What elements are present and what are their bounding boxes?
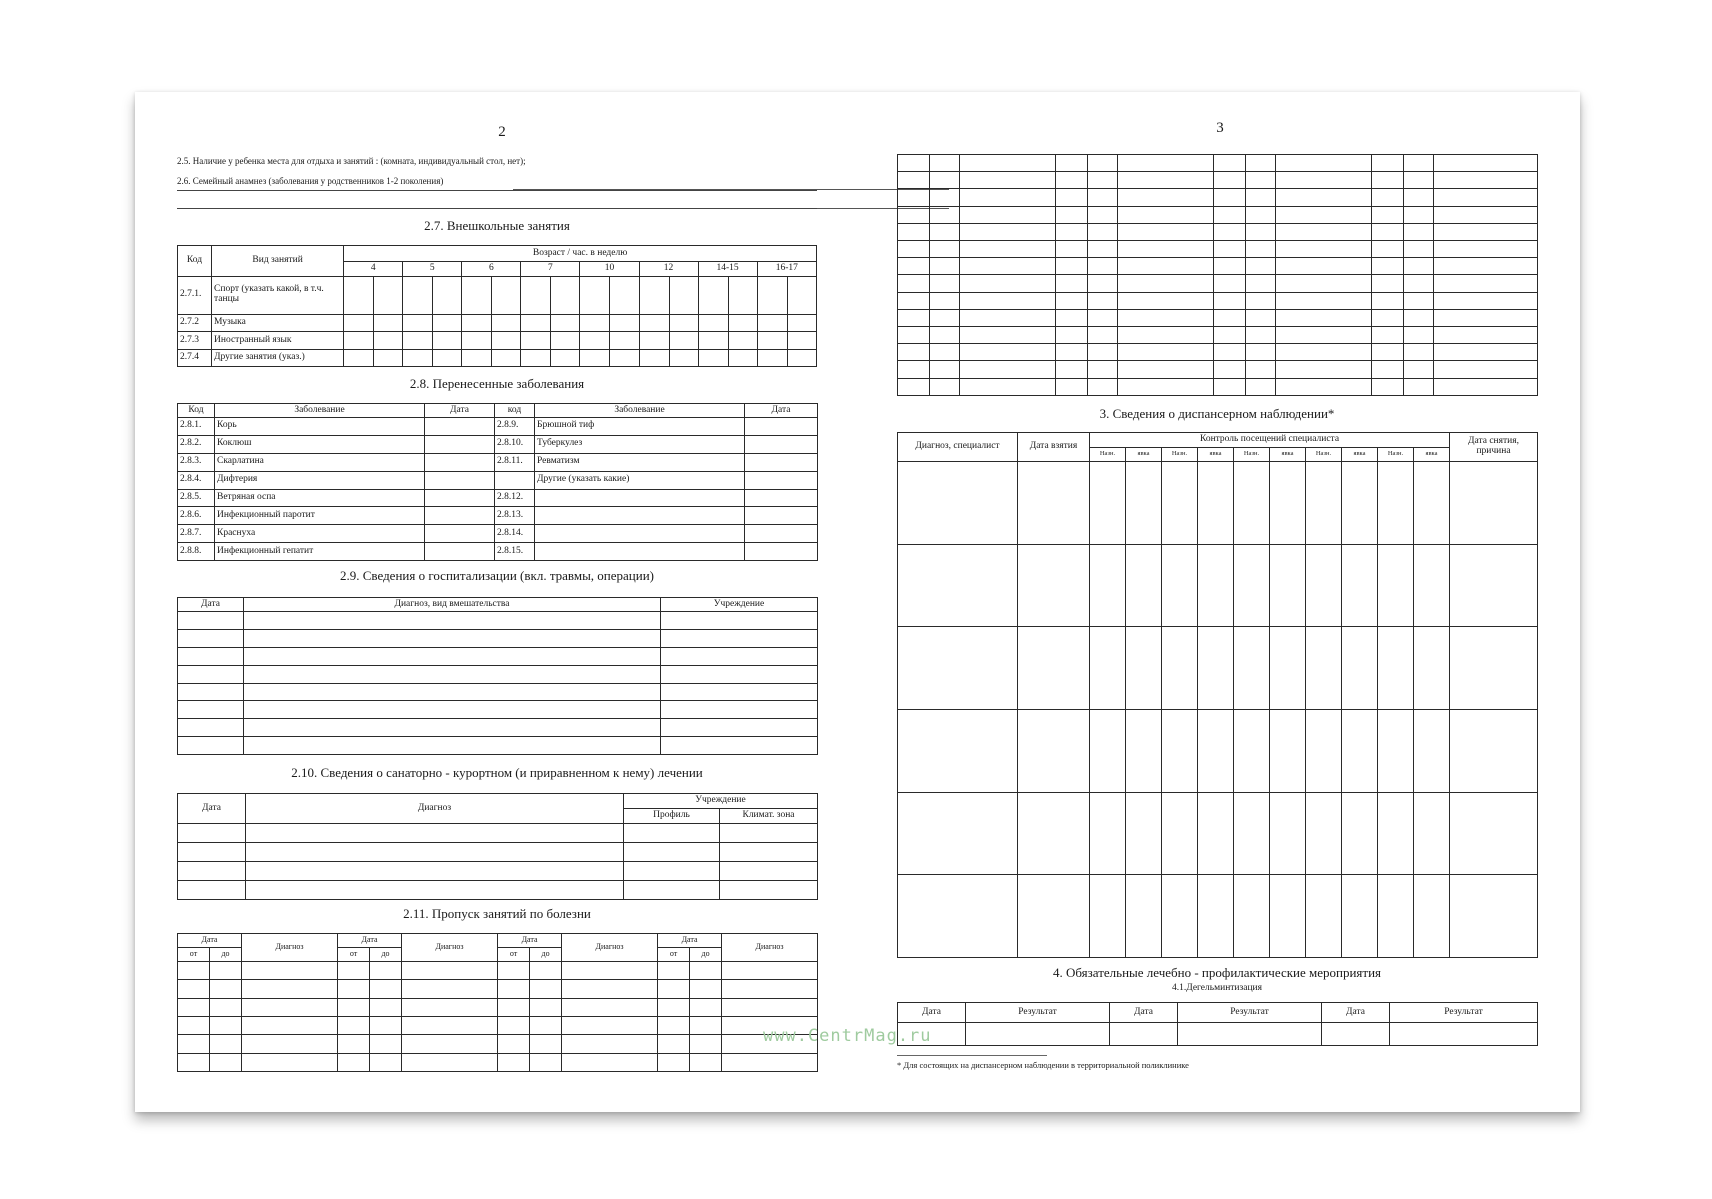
table-row	[178, 418, 818, 436]
disease-cell: Дифтерия	[215, 471, 425, 489]
sub-attendance: явка	[1198, 448, 1234, 462]
disease-cell: Скарлатина	[215, 453, 425, 471]
col-disease: Заболевание	[215, 404, 425, 418]
table-row	[178, 998, 818, 1016]
table-row	[898, 172, 1538, 189]
row-activity: Музыка	[212, 315, 344, 332]
col-to: до	[530, 948, 562, 962]
age-header: 10	[580, 262, 639, 276]
code-cell: 2.8.14.	[495, 525, 535, 543]
sanatorium-table	[177, 793, 818, 900]
table-row	[178, 701, 818, 719]
code-cell: 2.8.1.	[178, 418, 215, 436]
col-date: Дата	[425, 404, 495, 418]
table-row	[178, 719, 818, 737]
code-cell: 2.8.4.	[178, 471, 215, 489]
table-row	[178, 683, 818, 701]
age-header: 6	[462, 262, 521, 276]
table-row	[898, 792, 1538, 875]
table-row	[898, 206, 1538, 223]
table-row	[898, 710, 1538, 793]
col-result: Результат	[1178, 1003, 1322, 1023]
table-row	[178, 525, 818, 543]
table-row	[178, 435, 818, 453]
section-2-9-title: 2.9. Сведения о госпитализации (вкл. травмы, операции)	[339, 568, 655, 583]
table-row	[898, 327, 1538, 344]
col-profile: Профиль	[624, 809, 720, 824]
table-row	[178, 665, 818, 683]
sub-appointed: Назн.	[1090, 448, 1126, 462]
section-4-title: 4. Обязательные лечебно - профилактические мероприятия	[1052, 965, 1382, 980]
col-result: Результат	[1390, 1003, 1538, 1023]
age-header: 7	[521, 262, 580, 276]
past-diseases-table	[177, 403, 818, 561]
table-row	[898, 223, 1538, 240]
hospitalization-table	[177, 597, 818, 755]
age-header: 12	[639, 262, 698, 276]
disease-cell: Другие (указать какие)	[535, 471, 745, 489]
section-4-1-subtitle: 4.1.Дегельминтизация	[1171, 983, 1263, 993]
disease-cell	[535, 507, 745, 525]
hr-2-6-fill	[177, 190, 817, 191]
table-row	[898, 275, 1538, 292]
age-header: 5	[403, 262, 462, 276]
table-row	[898, 462, 1538, 545]
table-row	[898, 241, 1538, 258]
table-row	[898, 627, 1538, 710]
table-row	[178, 543, 818, 561]
section-2-11-title: 2.11. Пропуск занятий по болезни	[403, 906, 591, 921]
disease-cell	[535, 543, 745, 561]
col-date: Дата	[498, 934, 562, 948]
col-diagnosis: Диагноз	[722, 934, 818, 962]
line-2-6: 2.6. Семейный анамнез (заболевания у родственников 1-2 поколения)	[177, 176, 444, 186]
section-2-8-title: 2.8. Перенесенные заболевания	[409, 376, 585, 391]
table-row	[178, 962, 818, 980]
row-code: 2.7.2	[178, 315, 212, 332]
table-row	[178, 315, 817, 332]
table-row	[178, 1016, 818, 1034]
disease-cell: Инфекционный паротит	[215, 507, 425, 525]
col-date-taken: Дата взятия	[1018, 433, 1090, 462]
continuation-grid	[897, 154, 1538, 396]
code-cell: 2.8.15.	[495, 543, 535, 561]
table-row	[178, 471, 818, 489]
sub-appointed: Назн.	[1306, 448, 1342, 462]
row-code: 2.7.4	[178, 349, 212, 366]
col-date: Дата	[178, 794, 246, 824]
table-row	[178, 349, 817, 366]
col-diagnosis-specialist: Диагноз, специалист	[898, 433, 1018, 462]
col-date-removed: Дата снятия, причина	[1450, 433, 1538, 462]
col-code: Код	[178, 404, 215, 418]
table-row	[178, 980, 818, 998]
table-row	[898, 378, 1538, 395]
sub-appointed: Назн.	[1378, 448, 1414, 462]
table-row	[178, 332, 817, 349]
col-date: Дата	[338, 934, 402, 948]
col-date: Дата	[898, 1003, 966, 1023]
code-cell: 2.8.10.	[495, 435, 535, 453]
col-to: до	[370, 948, 402, 962]
col-date: Дата	[658, 934, 722, 948]
table-row	[178, 843, 818, 862]
extracurricular-table	[177, 245, 817, 367]
table-row	[898, 309, 1538, 326]
col-institution: Учреждение	[624, 794, 818, 809]
col-from: от	[178, 948, 210, 962]
disease-cell: Инфекционный гепатит	[215, 543, 425, 561]
footnote-rule	[897, 1055, 1047, 1056]
disease-cell: Ревматизм	[535, 453, 745, 471]
table-row	[898, 544, 1538, 627]
code-cell: 2.8.9.	[495, 418, 535, 436]
table-row	[898, 875, 1538, 958]
disease-cell: Брюшной тиф	[535, 418, 745, 436]
code-cell: 2.8.8.	[178, 543, 215, 561]
disease-cell: Корь	[215, 418, 425, 436]
age-header: 14-15	[698, 262, 757, 276]
disease-cell: Коклюш	[215, 435, 425, 453]
col-diagnosis: Диагноз	[402, 934, 498, 962]
sub-attendance: явка	[1270, 448, 1306, 462]
col-result: Результат	[966, 1003, 1110, 1023]
table-row	[898, 361, 1538, 378]
watermark: www.CentrMag.ru	[763, 1026, 932, 1046]
table-row	[178, 862, 818, 881]
disease-cell: Ветряная оспа	[215, 489, 425, 507]
section-3-title: 3. Сведения о диспансерном наблюдении*	[1099, 406, 1335, 421]
sub-attendance: явка	[1414, 448, 1450, 462]
table-row	[178, 881, 818, 900]
col-diagnosis: Диагноз	[242, 934, 338, 962]
row-activity: Иностранный язык	[212, 332, 344, 349]
table-row	[178, 1053, 818, 1071]
code-cell: 2.8.12.	[495, 489, 535, 507]
table-row	[178, 629, 818, 647]
page-number-left: 2	[498, 124, 506, 140]
hr-section	[177, 208, 817, 209]
sub-attendance: явка	[1342, 448, 1378, 462]
dispensary-table	[897, 432, 1538, 958]
disease-cell: Туберкулез	[535, 435, 745, 453]
col-activity: Вид занятий	[212, 246, 344, 277]
col-date: Дата	[1110, 1003, 1178, 1023]
row-activity: Другие занятия (указ.)	[212, 349, 344, 366]
row-activity: Спорт (указать какой, в т.ч. танцы	[212, 276, 344, 315]
col-diagnosis: Диагноз	[246, 794, 624, 824]
col-date: Дата	[1322, 1003, 1390, 1023]
table-row	[178, 276, 817, 315]
col-from: от	[658, 948, 690, 962]
section-2-7-title: 2.7. Внешкольные занятия	[424, 218, 570, 233]
table-row	[178, 1035, 818, 1053]
sub-attendance: явка	[1126, 448, 1162, 462]
col-from: от	[498, 948, 530, 962]
code-cell: 2.8.3.	[178, 453, 215, 471]
row-code: 2.7.3	[178, 332, 212, 349]
col-from: от	[338, 948, 370, 962]
table-row	[898, 155, 1538, 172]
table-row	[898, 189, 1538, 206]
disease-cell	[535, 489, 745, 507]
row-code: 2.7.1.	[178, 276, 212, 315]
code-cell: 2.8.6.	[178, 507, 215, 525]
col-to: до	[690, 948, 722, 962]
table-row	[898, 1023, 1538, 1046]
code-cell: 2.8.11.	[495, 453, 535, 471]
col-to: до	[210, 948, 242, 962]
table-row	[178, 647, 818, 665]
table-row	[178, 737, 818, 755]
col-age-group: Возраст / час. в неделю	[344, 246, 817, 262]
footnote: * Для состоящих на диспансерном наблюдении в территориальной поликлинике	[897, 1060, 1189, 1070]
col-diagnosis: Диагноз, вид вмешательства	[244, 598, 661, 612]
deworming-table	[897, 1002, 1538, 1046]
table-row	[898, 258, 1538, 275]
table-row	[178, 453, 818, 471]
code-cell: 2.8.5.	[178, 489, 215, 507]
disease-cell: Краснуха	[215, 525, 425, 543]
code-cell: 2.8.13.	[495, 507, 535, 525]
page-number-right: 3	[1216, 120, 1224, 136]
code-cell: 2.8.7.	[178, 525, 215, 543]
col-institution: Учреждение	[661, 598, 818, 612]
col-code-2: код	[495, 404, 535, 418]
col-climate-zone: Климат. зона	[720, 809, 818, 824]
col-date: Дата	[178, 598, 244, 612]
section-2-10-title: 2.10. Сведения о санаторно - курортном (и приравненном к нему) лечении	[291, 765, 703, 780]
line-2-5: 2.5. Наличие у ребенка места для отдыха и занятий : (комната, индивидуальный стол, нет);	[177, 156, 526, 166]
age-header: 16-17	[757, 262, 816, 276]
col-specialist-control: Контроль посещений специалиста	[1090, 433, 1450, 448]
table-row	[178, 489, 818, 507]
col-disease-2: Заболевание	[535, 404, 745, 418]
table-row	[898, 344, 1538, 361]
table-row	[178, 612, 818, 630]
sub-appointed: Назн.	[1234, 448, 1270, 462]
code-cell	[495, 471, 535, 489]
col-code: Код	[178, 246, 212, 277]
table-row	[178, 507, 818, 525]
disease-cell	[535, 525, 745, 543]
col-diagnosis: Диагноз	[562, 934, 658, 962]
sub-appointed: Назн.	[1162, 448, 1198, 462]
age-header: 4	[344, 262, 403, 276]
col-date-2: Дата	[745, 404, 818, 418]
absence-table	[177, 933, 818, 1072]
table-row	[178, 824, 818, 843]
code-cell: 2.8.2.	[178, 435, 215, 453]
table-row	[898, 292, 1538, 309]
col-date: Дата	[178, 934, 242, 948]
